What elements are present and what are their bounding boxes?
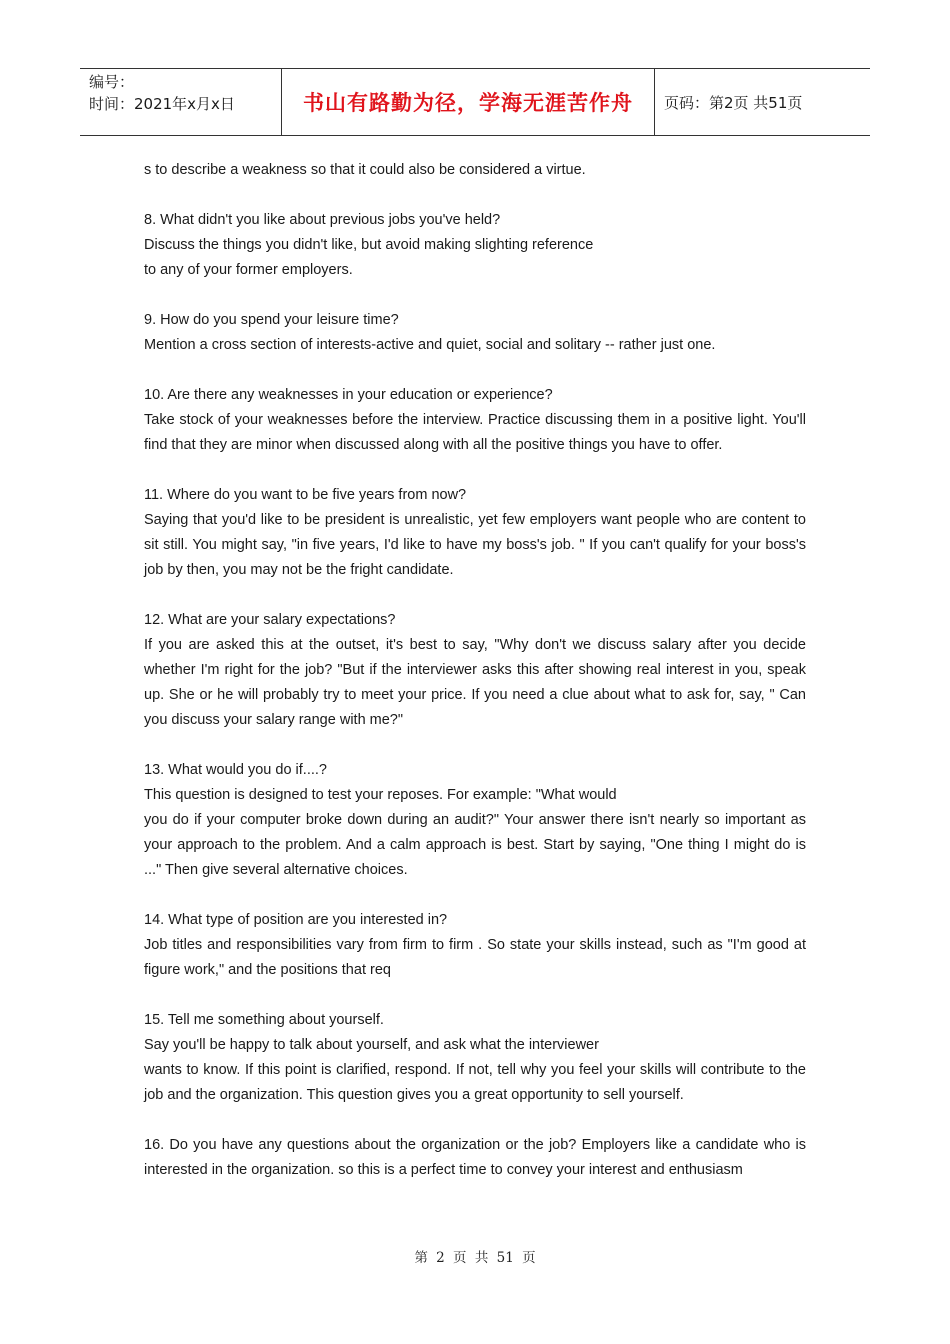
text-line: This question is designed to test your reposes. For example: "What would (144, 787, 617, 803)
question-line: 15. Tell me something about yourself. (144, 1012, 384, 1028)
text-line: to any of your former employers. (144, 262, 353, 278)
question-line: 8. What didn't you like about previous jobs you've held? (144, 212, 501, 228)
question-line: 13. What would you do if....? (144, 762, 327, 778)
question-line: 10. Are there any weaknesses in your education or experience? (144, 387, 553, 403)
header-meta (80, 69, 282, 135)
text-line: you do if your computer broke down during an audit?" Your answer there isn't nearly so important as your approach to the problem. And a calm approach is best. Start by saying, "One thing I might do is ..." Then give several alternative choices. (144, 812, 806, 878)
text-line: Discuss the things you didn't like, but avoid making slighting reference (144, 237, 594, 253)
text-line: If you are asked this at the outset, it's best to say, "Why don't we discuss salary after you decide whether I'm right for the job? "But if the interviewer asks this after showing real interest in you, speak up. She or he will probably try to meet your price. If you need a clue about what to ask for, say, " Can you discuss your salary range with me?" (144, 637, 806, 728)
text-line: wants to know. If this point is clarified, respond. If not, tell why you feel your skills will contribute to the job and the organization. This question gives you a great opportunity to sell yourself. (144, 1062, 806, 1103)
page-footer: 第 2 页 共 51 页 (414, 1250, 536, 1266)
paragraph (144, 1008, 806, 1108)
paragraph (144, 158, 806, 183)
paragraph (144, 908, 806, 983)
text-line: Saying that you'd like to be president is unrealistic, yet few employers want people who are content to sit still. You might say, "in five years, I'd like to have my boss's job. " If you can't qualify for your boss's job by then, you may not be the fright candidate. (144, 512, 806, 578)
header-motto: 书山有路勤为径，学海无涯苦作舟 (282, 69, 655, 135)
question-line: 12. What are your salary expectations? (144, 612, 396, 628)
header-time-label: 时间：2021年x月x日 (89, 95, 235, 113)
paragraph (144, 383, 806, 458)
question-line: 14. What type of position are you interested in? (144, 912, 448, 928)
paragraph (144, 608, 806, 733)
text-line: Say you'll be happy to talk about yourself, and ask what the interviewer (144, 1037, 599, 1053)
text-line: Job titles and responsibilities vary from firm to firm . So state your skills instead, such as "I'm good at figure work," and the positions that req (144, 937, 806, 978)
text-line: Take stock of your weaknesses before the interview. Practice discussing them in a positive light. You'll find that they are minor when discussed along with all the positive things you have to offer. (144, 412, 806, 453)
paragraph (144, 208, 806, 283)
text-line: 16. Do you have any questions about the organization or the job? Employers like a candidate who is interested in the organization. so this is a perfect time to convey your interest and enthusiasm (144, 1137, 806, 1178)
paragraph (144, 483, 806, 583)
header-page-info: 页码：第2页 共51页 (664, 93, 803, 112)
header-number-label: 编号： (89, 73, 135, 91)
paragraph (144, 758, 806, 883)
document-body (144, 158, 806, 1183)
paragraph (144, 308, 806, 358)
page-header (80, 68, 870, 136)
question-line: 9. How do you spend your leisure time? (144, 312, 399, 328)
text-line: s to describe a weakness so that it could also be considered a virtue. (144, 162, 586, 178)
question-line: 11. Where do you want to be five years from now? (144, 487, 467, 503)
paragraph (144, 1133, 806, 1183)
text-line: Mention a cross section of interests-active and quiet, social and solitary -- rather just one. (144, 337, 716, 353)
